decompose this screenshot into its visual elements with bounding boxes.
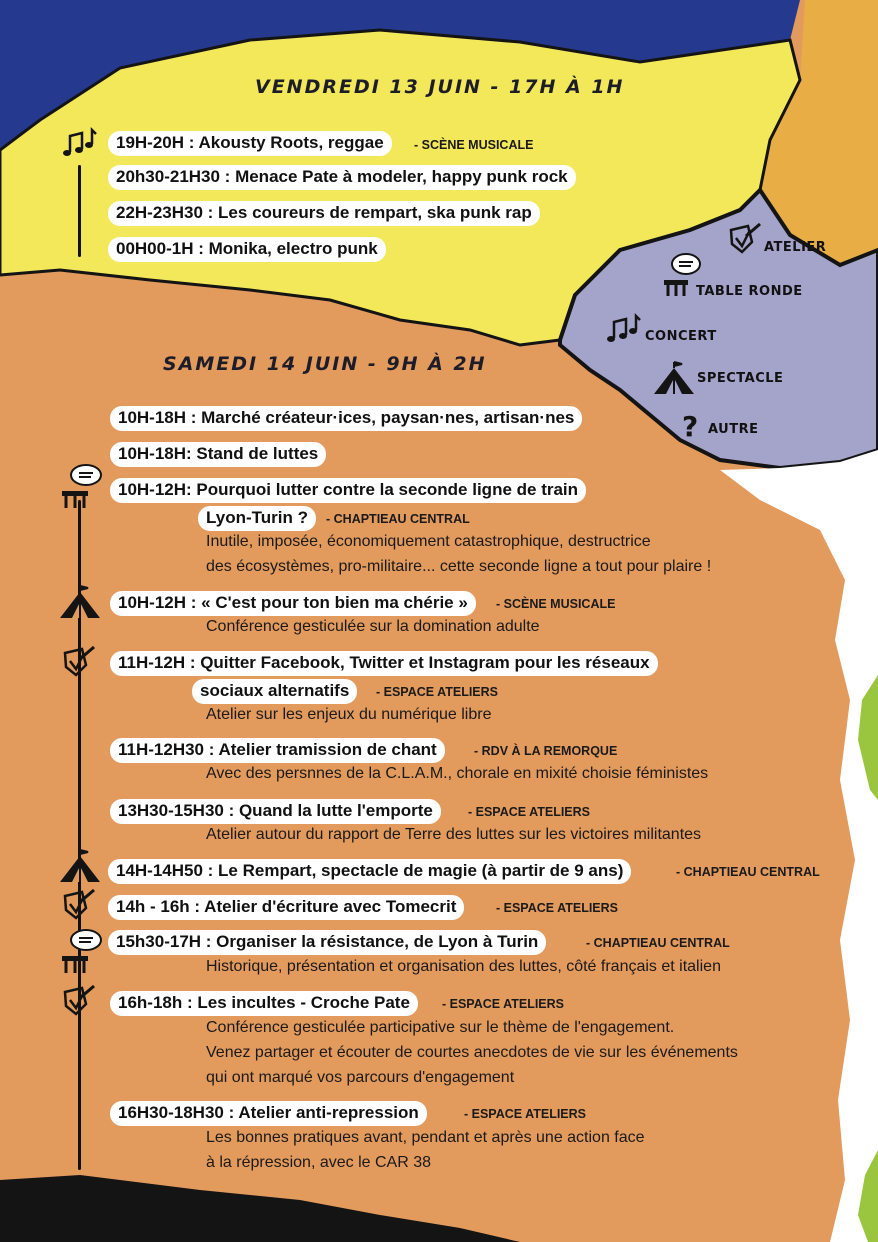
friday-event-1-title: 19H-20H : Akousty Roots, reggae bbox=[108, 131, 392, 156]
friday-event-3-title: 22H-23H30 : Les coureurs de rempart, ska punk rap bbox=[108, 201, 540, 226]
atelier-icon bbox=[728, 222, 766, 256]
saturday-event-10-tag: - CHAPTIEAU CENTRAL bbox=[586, 936, 730, 950]
saturday-event-11-desc-2: Venez partager et écouter de courtes anecdotes de vie sur les événements bbox=[206, 1044, 738, 1061]
spectacle-icon bbox=[58, 848, 102, 884]
saturday-event-8-tag: - CHAPTIEAU CENTRAL bbox=[676, 865, 820, 879]
legend-spectacle: SPECTACLE bbox=[697, 371, 784, 386]
saturday-event-5-title-cont: sociaux alternatifs bbox=[192, 679, 357, 704]
saturday-event-8-title: 14H-14H50 : Le Rempart, spectacle de magie (à partir de 9 ans) bbox=[108, 859, 631, 884]
saturday-event-10-desc-1: Historique, présentation et organisation des luttes, côté français et italien bbox=[206, 958, 721, 975]
atelier-icon bbox=[62, 645, 100, 681]
legend-autre: AUTRE bbox=[708, 422, 759, 437]
saturday-event-12-title: 16H30-18H30 : Atelier anti-repression bbox=[110, 1101, 427, 1126]
concert-icon bbox=[62, 126, 102, 160]
legend-table-ronde: TABLE RONDE bbox=[696, 284, 803, 299]
saturday-event-11-title: 16h-18h : Les incultes - Croche Pate bbox=[110, 991, 418, 1016]
saturday-event-4-desc-1: Conférence gesticulée sur la domination adulte bbox=[206, 618, 540, 635]
table-ronde-icon bbox=[60, 928, 104, 976]
friday-header: VENDREDI 13 JUIN - 17H À 1H bbox=[255, 76, 625, 98]
saturday-event-9-tag: - ESPACE ATELIERS bbox=[496, 901, 619, 915]
saturday-event-1-title: 10H-18H : Marché créateur·ices, paysan·nes, artisan·nes bbox=[110, 406, 582, 431]
saturday-event-4-tag: - SCÈNE MUSICALE bbox=[496, 597, 616, 611]
atelier-icon bbox=[62, 888, 100, 924]
spectacle-icon bbox=[58, 584, 102, 620]
saturday-event-6-title: 11H-12H30 : Atelier tramission de chant bbox=[110, 738, 445, 763]
autre-icon: ? bbox=[682, 410, 699, 443]
saturday-event-3-title-cont: Lyon-Turin ? bbox=[198, 506, 316, 531]
saturday-event-7-tag: - ESPACE ATELIERS bbox=[468, 805, 591, 819]
saturday-event-4-title: 10H-12H : « C'est pour ton bien ma chérie » bbox=[110, 591, 476, 616]
saturday-event-12-desc-1: Les bonnes pratiques avant, pendant et après une action face bbox=[206, 1129, 645, 1146]
saturday-event-7-title: 13H30-15H30 : Quand la lutte l'emporte bbox=[110, 799, 441, 824]
saturday-event-12-desc-2: à la répression, avec le CAR 38 bbox=[206, 1154, 431, 1171]
saturday-event-10-title: 15h30-17H : Organiser la résistance, de Lyon à Turin bbox=[108, 930, 546, 955]
saturday-event-5-title: 11H-12H : Quitter Facebook, Twitter et Instagram pour les réseaux bbox=[110, 651, 658, 676]
saturday-event-11-desc-1: Conférence gesticulée participative sur le thème de l'engagement. bbox=[206, 1019, 675, 1036]
legend-atelier: ATELIER bbox=[764, 240, 827, 255]
legend-concert-icon bbox=[606, 312, 646, 346]
friday-timeline bbox=[78, 165, 81, 257]
saturday-event-6-tag: - RDV À LA REMORQUE bbox=[474, 744, 618, 758]
saturday-event-7-desc-1: Atelier autour du rapport de Terre des luttes sur les victoires militantes bbox=[206, 826, 702, 843]
friday-event-1-tag: - SCÈNE MUSICALE bbox=[414, 138, 534, 152]
table-ronde-icon bbox=[60, 463, 104, 511]
saturday-event-11-tag: - ESPACE ATELIERS bbox=[442, 997, 565, 1011]
saturday-event-11-desc-3: qui ont marqué vos parcours d'engagement bbox=[206, 1069, 515, 1086]
saturday-event-3-title: 10H-12H: Pourquoi lutter contre la seconde ligne de train bbox=[110, 478, 586, 503]
friday-event-2-title: 20h30-21H30 : Menace Pate à modeler, happy punk rock bbox=[108, 165, 576, 190]
legend-concert: CONCERT bbox=[645, 329, 717, 344]
saturday-event-5-desc-1: Atelier sur les enjeux du numérique libre bbox=[206, 706, 492, 723]
saturday-event-3-tag: - CHAPTIEAU CENTRAL bbox=[326, 512, 470, 526]
saturday-event-9-title: 14h - 16h : Atelier d'écriture avec Tomecrit bbox=[108, 895, 464, 920]
saturday-event-6-desc-1: Avec des persnnes de la C.L.A.M., chorale en mixité choisie féministes bbox=[206, 765, 709, 782]
spectacle-icon bbox=[652, 360, 696, 396]
saturday-header: SAMEDI 14 JUIN - 9H À 2H bbox=[163, 353, 487, 375]
atelier-icon bbox=[62, 984, 100, 1020]
saturday-event-5-tag: - ESPACE ATELIERS bbox=[376, 685, 499, 699]
saturday-event-3-desc-2: des écosystèmes, pro-militaire... cette seconde ligne a tout pour plaire ! bbox=[206, 558, 712, 575]
saturday-event-2-title: 10H-18H: Stand de luttes bbox=[110, 442, 326, 467]
saturday-event-12-tag: - ESPACE ATELIERS bbox=[464, 1107, 587, 1121]
saturday-event-3-desc-1: Inutile, imposée, économiquement catastrophique, destructrice bbox=[206, 533, 651, 550]
friday-event-4-title: 00H00-1H : Monika, electro punk bbox=[108, 237, 386, 262]
